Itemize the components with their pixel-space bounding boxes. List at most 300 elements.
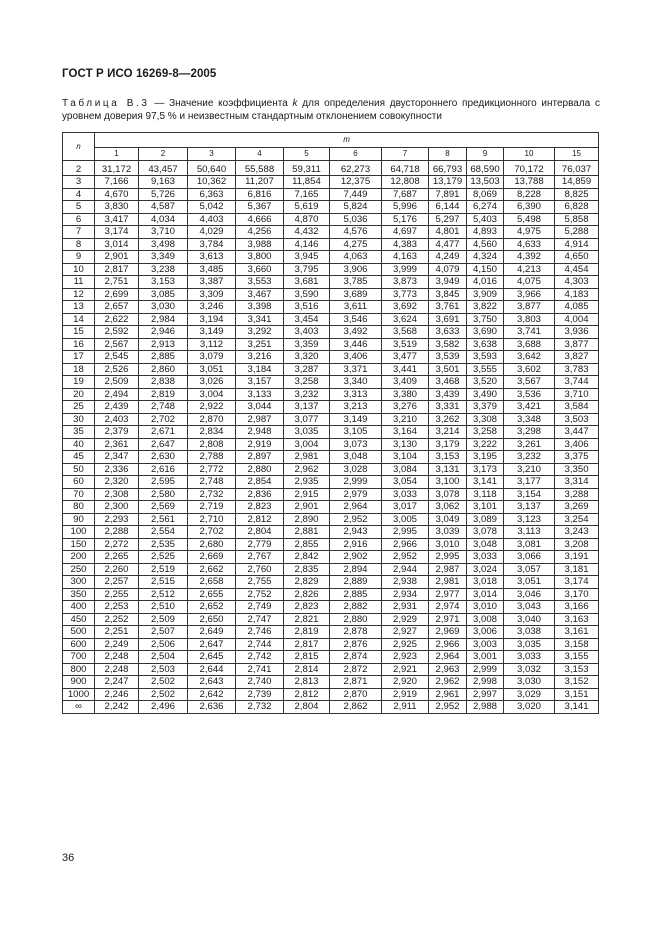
table-cell: 2,246	[95, 688, 139, 701]
table-cell: 2,503	[139, 663, 188, 676]
table-cell: 3,454	[284, 313, 330, 326]
table-row	[63, 351, 599, 364]
table-cell: 3,409	[382, 376, 429, 389]
table-cell: 3,536	[504, 388, 555, 401]
table-cell: 3,089	[467, 513, 504, 526]
table-cell: 3,051	[188, 363, 236, 376]
table-cell: 3,130	[382, 438, 429, 451]
row-label-n: 300	[63, 576, 95, 589]
table-cell: 7,449	[330, 188, 382, 201]
table-cell: 2,919	[382, 688, 429, 701]
table-cell: 76,037	[555, 160, 599, 176]
table-cell: 3,164	[382, 426, 429, 439]
table-cell: 3,014	[467, 588, 504, 601]
table-row	[63, 501, 599, 514]
table-cell: 2,870	[188, 413, 236, 426]
table-cell: 4,016	[467, 276, 504, 289]
table-cell: 4,893	[467, 226, 504, 239]
table-cell: 2,257	[95, 576, 139, 589]
table-cell: 2,751	[95, 276, 139, 289]
table-cell: 3,123	[504, 513, 555, 526]
table-row	[63, 613, 599, 626]
table-cell: 2,885	[139, 351, 188, 364]
table-cell: 3,005	[382, 513, 429, 526]
table-row	[63, 551, 599, 564]
table-cell: 2,995	[429, 551, 467, 564]
table-cell: 2,247	[95, 676, 139, 689]
table-cell: 3,406	[555, 438, 599, 451]
table-row	[63, 288, 599, 301]
table-cell: 3,689	[330, 288, 382, 301]
table-cell: 3,214	[429, 426, 467, 439]
table-cell: 2,963	[429, 663, 467, 676]
table-cell: 2,804	[284, 701, 330, 714]
table-cell: 4,392	[504, 251, 555, 264]
table-cell: 3,077	[284, 413, 330, 426]
table-cell: 3,582	[429, 338, 467, 351]
table-cell: 3,243	[555, 526, 599, 539]
table-cell: 4,063	[330, 251, 382, 264]
table-cell: 3,421	[504, 401, 555, 414]
table-cell: 3,447	[555, 426, 599, 439]
table-cell: 3,909	[467, 288, 504, 301]
table-cell: 2,817	[284, 638, 330, 651]
table-cell: 3,349	[139, 251, 188, 264]
table-row	[63, 213, 599, 226]
column-group-header-m: m	[95, 133, 599, 148]
table-row	[63, 338, 599, 351]
table-cell: 2,935	[284, 476, 330, 489]
table-cell: 4,454	[555, 263, 599, 276]
table-cell: 2,379	[95, 426, 139, 439]
table-cell: 4,146	[284, 238, 330, 251]
table-cell: 3,137	[504, 501, 555, 514]
table-cell: 3,131	[429, 463, 467, 476]
table-cell: 2,506	[139, 638, 188, 651]
table-cell: 4,256	[236, 226, 284, 239]
table-cell: 2,934	[382, 588, 429, 601]
table-cell: 3,028	[330, 463, 382, 476]
table-cell: 2,880	[236, 463, 284, 476]
table-cell: 14,859	[555, 176, 599, 189]
table-cell: 3,112	[188, 338, 236, 351]
table-cell: 4,303	[555, 276, 599, 289]
table-cell: 3,467	[236, 288, 284, 301]
row-label-n: 10	[63, 263, 95, 276]
row-label-n: 70	[63, 488, 95, 501]
table-cell: 3,040	[504, 613, 555, 626]
table-cell: 2,650	[188, 613, 236, 626]
row-label-n: 17	[63, 351, 95, 364]
table-cell: 3,030	[139, 301, 188, 314]
table-row	[63, 588, 599, 601]
table-cell: 2,987	[429, 563, 467, 576]
row-label-n: 8	[63, 238, 95, 251]
table-cell: 4,650	[555, 251, 599, 264]
table-cell: 2,981	[429, 576, 467, 589]
table-cell: 3,151	[555, 688, 599, 701]
table-cell: 3,553	[236, 276, 284, 289]
table-cell: 3,269	[555, 501, 599, 514]
row-label-n: 5	[63, 201, 95, 214]
row-label-n: 150	[63, 538, 95, 551]
table-cell: 2,995	[382, 526, 429, 539]
table-cell: 5,036	[330, 213, 382, 226]
table-cell: 5,824	[330, 201, 382, 214]
table-cell: 2,808	[188, 438, 236, 451]
table-cell: 2,561	[139, 513, 188, 526]
table-cell: 43,457	[139, 160, 188, 176]
table-cell: 6,274	[467, 201, 504, 214]
table-cell: 13,503	[467, 176, 504, 189]
table-cell: 3,251	[236, 338, 284, 351]
table-row	[63, 313, 599, 326]
table-cell: 3,314	[555, 476, 599, 489]
table-cell: 3,054	[382, 476, 429, 489]
table-row	[63, 238, 599, 251]
table-cell: 3,387	[188, 276, 236, 289]
table-cell: 3,010	[429, 538, 467, 551]
table-cell: 4,633	[504, 238, 555, 251]
table-cell: 2,744	[236, 638, 284, 651]
table-caption	[62, 97, 600, 123]
table-cell: 5,042	[188, 201, 236, 214]
table-cell: 2,248	[95, 651, 139, 664]
table-cell: 3,261	[504, 438, 555, 451]
table-cell: 2,923	[382, 651, 429, 664]
table-cell: 3,195	[467, 451, 504, 464]
table-cell: 3,008	[467, 613, 504, 626]
table-cell: 2,901	[95, 251, 139, 264]
table-row	[63, 363, 599, 376]
table-cell: 3,033	[467, 551, 504, 564]
table-cell: 2,874	[330, 651, 382, 664]
table-cell: 3,153	[139, 276, 188, 289]
table-cell: 3,308	[467, 413, 504, 426]
table-cell: 3,049	[429, 513, 467, 526]
table-cell: 3,216	[236, 351, 284, 364]
table-cell: 62,273	[330, 160, 382, 176]
table-cell: 2,971	[429, 613, 467, 626]
table-cell: 12,375	[330, 176, 382, 189]
table-cell: 4,249	[429, 251, 467, 264]
table-cell: 2,732	[236, 701, 284, 714]
table-cell: 5,176	[382, 213, 429, 226]
table-cell: 3,232	[284, 388, 330, 401]
table-cell: 2,999	[467, 663, 504, 676]
table-cell: 2,999	[330, 476, 382, 489]
table-cell: 2,966	[382, 538, 429, 551]
table-cell: 2,526	[95, 363, 139, 376]
table-cell: 3,062	[429, 501, 467, 514]
table-cell: 7,165	[284, 188, 330, 201]
table-cell: 2,288	[95, 526, 139, 539]
table-cell: 5,297	[429, 213, 467, 226]
table-row	[63, 301, 599, 314]
row-label-n: 35	[63, 426, 95, 439]
table-cell: 2,964	[429, 651, 467, 664]
table-cell: 3,078	[467, 526, 504, 539]
table-cell: 2,779	[236, 538, 284, 551]
table-cell: 2,998	[467, 676, 504, 689]
table-row	[63, 601, 599, 614]
table-cell: 3,688	[504, 338, 555, 351]
table-cell: 3,100	[429, 476, 467, 489]
table-cell: 2,260	[95, 563, 139, 576]
table-cell: 2,496	[139, 701, 188, 714]
table-cell: 3,795	[284, 263, 330, 276]
table-cell: 3,380	[382, 388, 429, 401]
table-cell: 2,925	[382, 638, 429, 651]
table-cell: 3,936	[555, 326, 599, 339]
table-cell: 2,880	[330, 613, 382, 626]
table-cell: 2,293	[95, 513, 139, 526]
table-cell: 2,300	[95, 501, 139, 514]
table-cell: 6,363	[188, 188, 236, 201]
table-cell: 2,320	[95, 476, 139, 489]
table-cell: 3,379	[467, 401, 504, 414]
table-cell: 4,670	[95, 188, 139, 201]
table-cell: 2,567	[95, 338, 139, 351]
row-label-n: 500	[63, 626, 95, 639]
table-cell: 2,997	[467, 688, 504, 701]
table-cell: 2,242	[95, 701, 139, 714]
table-cell: 2,987	[236, 413, 284, 426]
table-cell: 3,035	[504, 638, 555, 651]
table-cell: 2,253	[95, 601, 139, 614]
table-cell: 3,439	[429, 388, 467, 401]
table-cell: 4,432	[284, 226, 330, 239]
table-caption-text-end: для определения двустороннего предикционного интервала с уровнем доверия 97,5 % и неизвестным стандартным отклонением совокупности	[62, 98, 600, 122]
table-cell: 55,588	[236, 160, 284, 176]
table-cell: 2,710	[188, 513, 236, 526]
table-cell: 6,828	[555, 201, 599, 214]
column-header-m-1: 1	[95, 148, 139, 161]
table-cell: 2,897	[236, 451, 284, 464]
table-cell: 3,710	[555, 388, 599, 401]
table-cell: 3,822	[467, 301, 504, 314]
row-label-n: 3	[63, 176, 95, 189]
row-label-n: 7	[63, 226, 95, 239]
row-label-n: 800	[63, 663, 95, 676]
column-header-m-3: 3	[188, 148, 236, 161]
table-cell: 3,133	[236, 388, 284, 401]
table-cell: 2,919	[236, 438, 284, 451]
row-label-n: 700	[63, 651, 95, 664]
column-header-m-5: 5	[284, 148, 330, 161]
table-cell: 3,800	[236, 251, 284, 264]
table-cell: 2,535	[139, 538, 188, 551]
table-cell: 2,658	[188, 576, 236, 589]
table-cell: 2,826	[284, 588, 330, 601]
table-cell: 3,741	[504, 326, 555, 339]
column-header-m-8: 8	[429, 148, 467, 161]
table-cell: 2,872	[330, 663, 382, 676]
table-cell: 2,510	[139, 601, 188, 614]
table-cell: 3,691	[429, 313, 467, 326]
table-caption-text-start: Значение коэффициента	[169, 98, 293, 109]
table-cell: 2,964	[330, 501, 382, 514]
table-cell: 2,502	[139, 688, 188, 701]
table-cell: 3,174	[555, 576, 599, 589]
row-label-n: 16	[63, 338, 95, 351]
table-cell: 2,595	[139, 476, 188, 489]
table-cell: 2,921	[382, 663, 429, 676]
table-cell: 3,468	[429, 376, 467, 389]
table-cell: 2,643	[188, 676, 236, 689]
table-cell: 3,406	[330, 351, 382, 364]
table-cell: 2,509	[139, 613, 188, 626]
table-cell: 4,801	[429, 226, 467, 239]
table-cell: 2,347	[95, 451, 139, 464]
table-cell: 31,172	[95, 160, 139, 176]
table-cell: 3,141	[555, 701, 599, 714]
table-row	[63, 413, 599, 426]
table-cell: 3,232	[504, 451, 555, 464]
table-cell: 3,498	[139, 238, 188, 251]
table-cell: 3,246	[188, 301, 236, 314]
table-row	[63, 401, 599, 414]
table-cell: 2,915	[284, 488, 330, 501]
row-label-n: 4	[63, 188, 95, 201]
table-cell: 2,804	[236, 526, 284, 539]
table-cell: 3,949	[429, 276, 467, 289]
table-cell: 3,179	[429, 438, 467, 451]
row-label-n: 25	[63, 401, 95, 414]
table-cell: 3,024	[467, 563, 504, 576]
table-cell: 3,539	[429, 351, 467, 364]
table-cell: 3,081	[504, 538, 555, 551]
table-cell: 3,945	[284, 251, 330, 264]
table-cell: 2,507	[139, 626, 188, 639]
row-header-n: n	[63, 133, 95, 161]
table-cell: 4,079	[429, 263, 467, 276]
table-cell: 3,845	[429, 288, 467, 301]
table-cell: 59,311	[284, 160, 330, 176]
table-cell: 2,821	[284, 613, 330, 626]
row-label-n: 19	[63, 376, 95, 389]
table-cell: 4,150	[467, 263, 504, 276]
table-cell: 2,889	[330, 576, 382, 589]
row-label-n: 2	[63, 160, 95, 176]
table-cell: 3,501	[429, 363, 467, 376]
table-caption-label: Таблица В.3	[62, 98, 150, 109]
table-cell: 3,988	[236, 238, 284, 251]
table-cell: 2,592	[95, 326, 139, 339]
table-row	[63, 438, 599, 451]
table-cell: 2,815	[284, 651, 330, 664]
table-cell: 3,078	[429, 488, 467, 501]
row-label-n: 200	[63, 551, 95, 564]
table-cell: 2,813	[284, 676, 330, 689]
table-cell: 3,516	[284, 301, 330, 314]
table-cell: 4,163	[382, 251, 429, 264]
table-row	[63, 651, 599, 664]
table-cell: 3,638	[467, 338, 504, 351]
table-cell: 3,194	[188, 313, 236, 326]
table-cell: 3,003	[467, 638, 504, 651]
row-label-n: 9	[63, 251, 95, 264]
column-headers	[63, 148, 599, 161]
table-cell: 3,298	[504, 426, 555, 439]
table-cell: 64,718	[382, 160, 429, 176]
table-cell: 2,962	[284, 463, 330, 476]
table-cell: 2,657	[95, 301, 139, 314]
table-cell: 3,331	[429, 401, 467, 414]
table-cell: 3,051	[504, 576, 555, 589]
table-cell: 6,816	[236, 188, 284, 201]
table-cell: 2,439	[95, 401, 139, 414]
table-cell: 3,084	[382, 463, 429, 476]
table-cell: 2,308	[95, 488, 139, 501]
table-cell: 3,173	[467, 463, 504, 476]
table-cell: 3,213	[330, 401, 382, 414]
table-row	[63, 488, 599, 501]
table-cell: 3,170	[555, 588, 599, 601]
row-label-n: 12	[63, 288, 95, 301]
table-cell: 3,441	[382, 363, 429, 376]
column-header-m-10: 10	[504, 148, 555, 161]
table-cell: 3,773	[382, 288, 429, 301]
table-cell: 3,827	[555, 351, 599, 364]
page-number: 36	[62, 852, 75, 864]
table-cell: 3,157	[236, 376, 284, 389]
table-cell: 2,545	[95, 351, 139, 364]
table-row	[63, 426, 599, 439]
table-cell: 2,977	[429, 588, 467, 601]
row-label-n: 15	[63, 326, 95, 339]
table-cell: 2,943	[330, 526, 382, 539]
table-cell: 3,153	[555, 663, 599, 676]
row-label-n: 11	[63, 276, 95, 289]
table-cell: 4,697	[382, 226, 429, 239]
table-cell: 2,652	[188, 601, 236, 614]
row-label-n: 50	[63, 463, 95, 476]
table-cell: 2,819	[284, 626, 330, 639]
table-cell: 2,902	[330, 551, 382, 564]
table-cell: 2,622	[95, 313, 139, 326]
table-row	[63, 563, 599, 576]
table-row	[63, 476, 599, 489]
table-cell: 3,546	[330, 313, 382, 326]
table-cell: 5,498	[504, 213, 555, 226]
table-cell: 2,645	[188, 651, 236, 664]
row-label-n: ∞	[63, 701, 95, 714]
table-cell: 3,048	[330, 451, 382, 464]
table-cell: 66,793	[429, 160, 467, 176]
table-cell: 2,871	[330, 676, 382, 689]
table-cell: 2,962	[429, 676, 467, 689]
table-cell: 8,825	[555, 188, 599, 201]
table-cell: 3,602	[504, 363, 555, 376]
table-caption-dash: —	[149, 98, 170, 109]
table-cell: 2,265	[95, 551, 139, 564]
table-cell: 3,690	[467, 326, 504, 339]
table-cell: 2,961	[429, 688, 467, 701]
table-cell: 3,287	[284, 363, 330, 376]
column-header-m-6: 6	[330, 148, 382, 161]
table-cell: 3,761	[429, 301, 467, 314]
table-cell: 3,210	[382, 413, 429, 426]
table-cell: 2,504	[139, 651, 188, 664]
table-cell: 3,692	[382, 301, 429, 314]
table-cell: 2,669	[188, 551, 236, 564]
table-cell: 2,814	[284, 663, 330, 676]
table-cell: 2,855	[284, 538, 330, 551]
table-cell: 3,038	[504, 626, 555, 639]
table-cell: 3,113	[504, 526, 555, 539]
table-row	[63, 451, 599, 464]
